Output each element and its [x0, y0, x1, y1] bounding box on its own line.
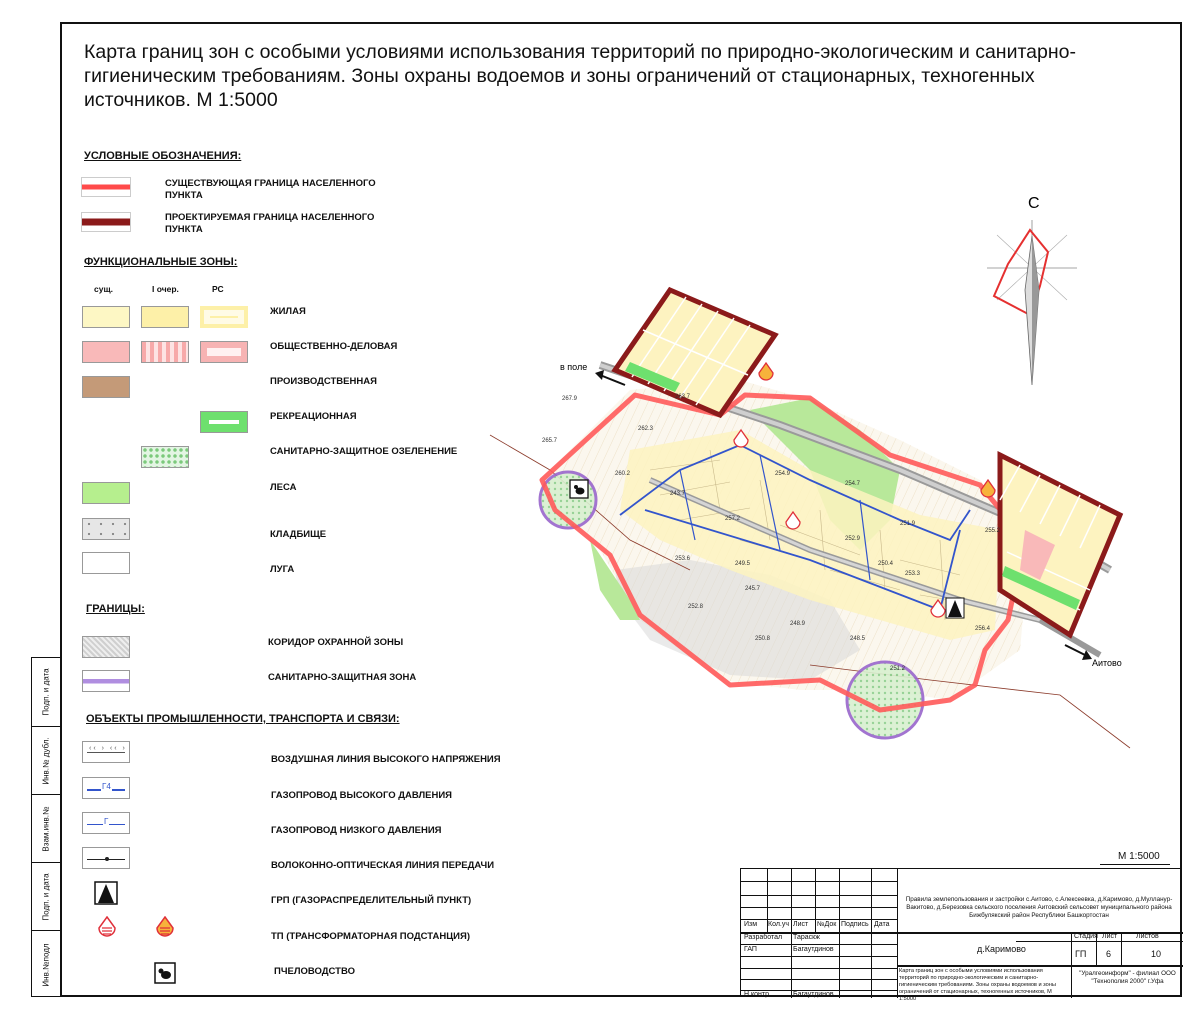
elev-2: 262.3 [638, 426, 654, 432]
residential-existing-swatch [82, 306, 130, 328]
power-line-label: ВОЗДУШНАЯ ЛИНИЯ ВЫСОКОГО НАПРЯЖЕНИЯ [271, 754, 501, 765]
elev-5: 253.6 [675, 556, 691, 562]
elev-7: 248.9 [790, 621, 806, 627]
power-line-swatch: ‹‹ › ‹‹ › [82, 741, 130, 763]
stamp-project: Правила землепользования и застройки с.Аитово, с.Алексеевка, д.Каримово, д.Муллануp-Вакитово, д.Березовка сельского поселения Аитовский сельсовет муниципального района Бижбулякский район Республики Башкортостан [905, 896, 1173, 919]
elev-17: 248.5 [850, 636, 866, 642]
stamp-name-3: Багаутдинов [793, 991, 834, 998]
stamp-head-izm: Изм [744, 921, 758, 928]
zone-recreation-label: РЕКРЕАЦИОННАЯ [270, 411, 357, 422]
elev-19: 265.7 [542, 438, 558, 444]
elev-16: 245.7 [745, 586, 761, 592]
zone-meadow-label: ЛУГА [270, 564, 295, 575]
to-aitovo-label: Аитово [1092, 658, 1122, 668]
grp-label: ГРП (ГАЗОРАСПРЕДЕЛИТЕЛЬНЫЙ ПУНКТ) [271, 895, 472, 906]
public-rs-swatch [200, 341, 248, 363]
zone-forest-label: ЛЕСА [270, 482, 297, 493]
tp-label: ТП (ТРАНСФОРМАТОРНАЯ ПОДСТАНЦИЯ) [271, 931, 470, 942]
zones-heading: ФУНКЦИОНАЛЬНЫЕ ЗОНЫ: [84, 256, 238, 268]
strip-dup: Инв.№ дубл. [41, 736, 51, 785]
stamp-sheets: 10 [1151, 949, 1162, 959]
stamp-head-sign: Подпись [841, 921, 869, 928]
elev-22: 243.7 [670, 491, 686, 497]
gas-low-label: ГАЗОПРОВОД НИЗКОГО ДАВЛЕНИЯ [271, 825, 442, 836]
stamp-head-list: Лист [793, 921, 809, 928]
gas-high-label: ГАЗОПРОВОД ВЫСОКОГО ДАВЛЕНИЯ [271, 790, 453, 801]
gas-high-mark: Г4 [102, 782, 111, 791]
objects-heading: ОБЪЕКТЫ ПРОМЫШЛЕННОСТИ, ТРАНСПОРТА И СВЯЗИ: [86, 713, 400, 725]
grp-icon [94, 881, 118, 905]
zone-public-label: ОБЩЕСТВЕННО-ДЕЛОВАЯ [270, 341, 398, 352]
elev-11: 250.4 [878, 561, 894, 567]
col-rs: РС [212, 284, 224, 294]
strip-sign-date-2: Подп. и дата [41, 872, 51, 921]
public-existing-swatch [82, 341, 130, 363]
meadow-swatch [82, 552, 130, 574]
zone-industrial-label: ПРОИЗВОДСТВЕННАЯ [270, 376, 377, 387]
elev-10: 252.9 [845, 536, 861, 542]
fiber-line-label: ВОЛОКОННО-ОПТИЧЕСКАЯ ЛИНИЯ ПЕРЕДАЧИ [271, 860, 495, 871]
forest-swatch [82, 482, 130, 504]
col-existing: сущ. [94, 284, 113, 294]
sanitary-zone-label: САНИТАРНО-ЗАЩИТНАЯ ЗОНА [268, 672, 417, 683]
elev-14: 256.4 [975, 626, 991, 632]
gas-low-swatch [82, 812, 130, 834]
tp-map-icon-4 [981, 480, 995, 497]
elev-3: 260.2 [615, 471, 631, 477]
col-first-stage: I очер. [152, 284, 179, 294]
elev-23: 251.2 [890, 666, 906, 672]
legend-heading: УСЛОВНЫЕ ОБОЗНАЧЕНИЯ: [84, 150, 242, 162]
tp-planned-icon [155, 916, 175, 940]
elev-15: 249.5 [735, 561, 751, 567]
elev-8: 254.9 [775, 471, 791, 477]
elev-4: 257.2 [725, 516, 741, 522]
zone-residential-label: ЖИЛАЯ [270, 306, 306, 317]
fiber-line-swatch [82, 847, 130, 869]
cemetery-swatch [82, 518, 130, 540]
strip-sign-date: Подп. и дата [41, 668, 51, 716]
stamp-sheet: 6 [1106, 949, 1112, 959]
map-title: Карта границ зон с особыми условиями использования территорий по природно-экологическим и санитарно-гигиеническим требованиям. Зоны охраны водоемов и зоны ограничений от стационарных, техногенных источников. М 1:5000 [84, 41, 1076, 111]
stamp-head-date: Дата [874, 921, 890, 928]
strip-inv: Инв.№подл [41, 942, 51, 987]
settlement-map [480, 270, 1160, 770]
stamp-head-kol: Кол.уч [768, 921, 789, 928]
stamp-sheets-head: Листов [1136, 933, 1159, 940]
public-first-swatch [141, 341, 189, 363]
existing-border-label: СУЩЕСТВУЮЩАЯ ГРАНИЦА НАСЕЛЕННОГО ПУНКТА [165, 178, 376, 201]
strip-replace: Взам.инв.№ [41, 805, 51, 852]
recreation-swatch [200, 411, 248, 433]
planned-border-swatch [82, 213, 130, 231]
existing-border-swatch [82, 178, 130, 196]
residential-rs-swatch [200, 306, 248, 328]
gas-low-mark: Г [104, 817, 109, 826]
beekeeping-map-icon [570, 480, 588, 498]
elev-13: 255.2 [985, 528, 1001, 534]
stamp-stage: ГП [1075, 949, 1087, 959]
stamp-place: д.Каримово [977, 944, 1026, 954]
tp-map-icon-1 [759, 363, 773, 380]
borders-heading: ГРАНИЦЫ: [86, 603, 145, 615]
binding-strip [31, 657, 60, 997]
elev-21: 254.7 [845, 481, 861, 487]
stamp-role-3: Н.контр [744, 991, 769, 998]
zone-sanitary-green-label: САНИТАРНО-ЗАЩИТНОЕ ОЗЕЛЕНЕНИЕ [270, 446, 458, 457]
stamp-name-2: Багаутдинов [793, 946, 834, 953]
title-block [740, 868, 1182, 1002]
stamp-sheet-head: Лист [1102, 933, 1118, 940]
stamp-org: "Уралгеоинформ" - филиал ООО "Технополия 2000" г.Уфа [1079, 970, 1176, 985]
stamp-stage-head: Стадия [1074, 933, 1098, 940]
to-field-label: в поле [560, 362, 588, 372]
stamp-role-2: ГАП [744, 946, 757, 953]
sanitary-zone-swatch [82, 670, 130, 692]
elev-20: 267.9 [562, 396, 578, 402]
stamp-drawing: Карта границ зон с особыми условиями использования территорий по природно-экологическим и санитарно-гигиеническим требованиям. Зоны охраны водоемов и зоны ограничений от стационарных, техногенных источников, М 1:5000 [899, 968, 1056, 1002]
scale-label: М 1:5000 [1118, 851, 1160, 862]
elev-6: 250.8 [755, 636, 771, 642]
elev-12: 253.3 [905, 571, 921, 577]
protection-corridor-label: КОРИДОР ОХРАННОЙ ЗОНЫ [268, 637, 404, 648]
protection-corridor-swatch [82, 636, 130, 658]
gas-high-swatch [82, 777, 130, 799]
planned-border-label: ПРОЕКТИРУЕМАЯ ГРАНИЦА НАСЕЛЕННОГО ПУНКТА [165, 212, 375, 235]
elev-9: 251.9 [900, 521, 916, 527]
elev-18: 252.8 [688, 604, 704, 610]
tp-existing-icon [97, 916, 117, 940]
residential-first-swatch [141, 306, 189, 328]
elev-1: 263.7 [675, 394, 691, 400]
stamp-head-doc: №Док [817, 921, 837, 928]
north-label: С [1028, 195, 1040, 212]
beekeeping-icon [154, 962, 176, 984]
zone-cemetery-label: КЛАДБИЩЕ [270, 529, 327, 540]
beekeeping-label: ПЧЕЛОВОДСТВО [274, 966, 355, 977]
sanitary-green-swatch [141, 446, 189, 468]
stamp-role-1: Разработал [744, 934, 783, 941]
industrial-swatch [82, 376, 130, 398]
stamp-name-1: Тараскж [793, 934, 820, 941]
grp-map-icon [946, 598, 964, 618]
